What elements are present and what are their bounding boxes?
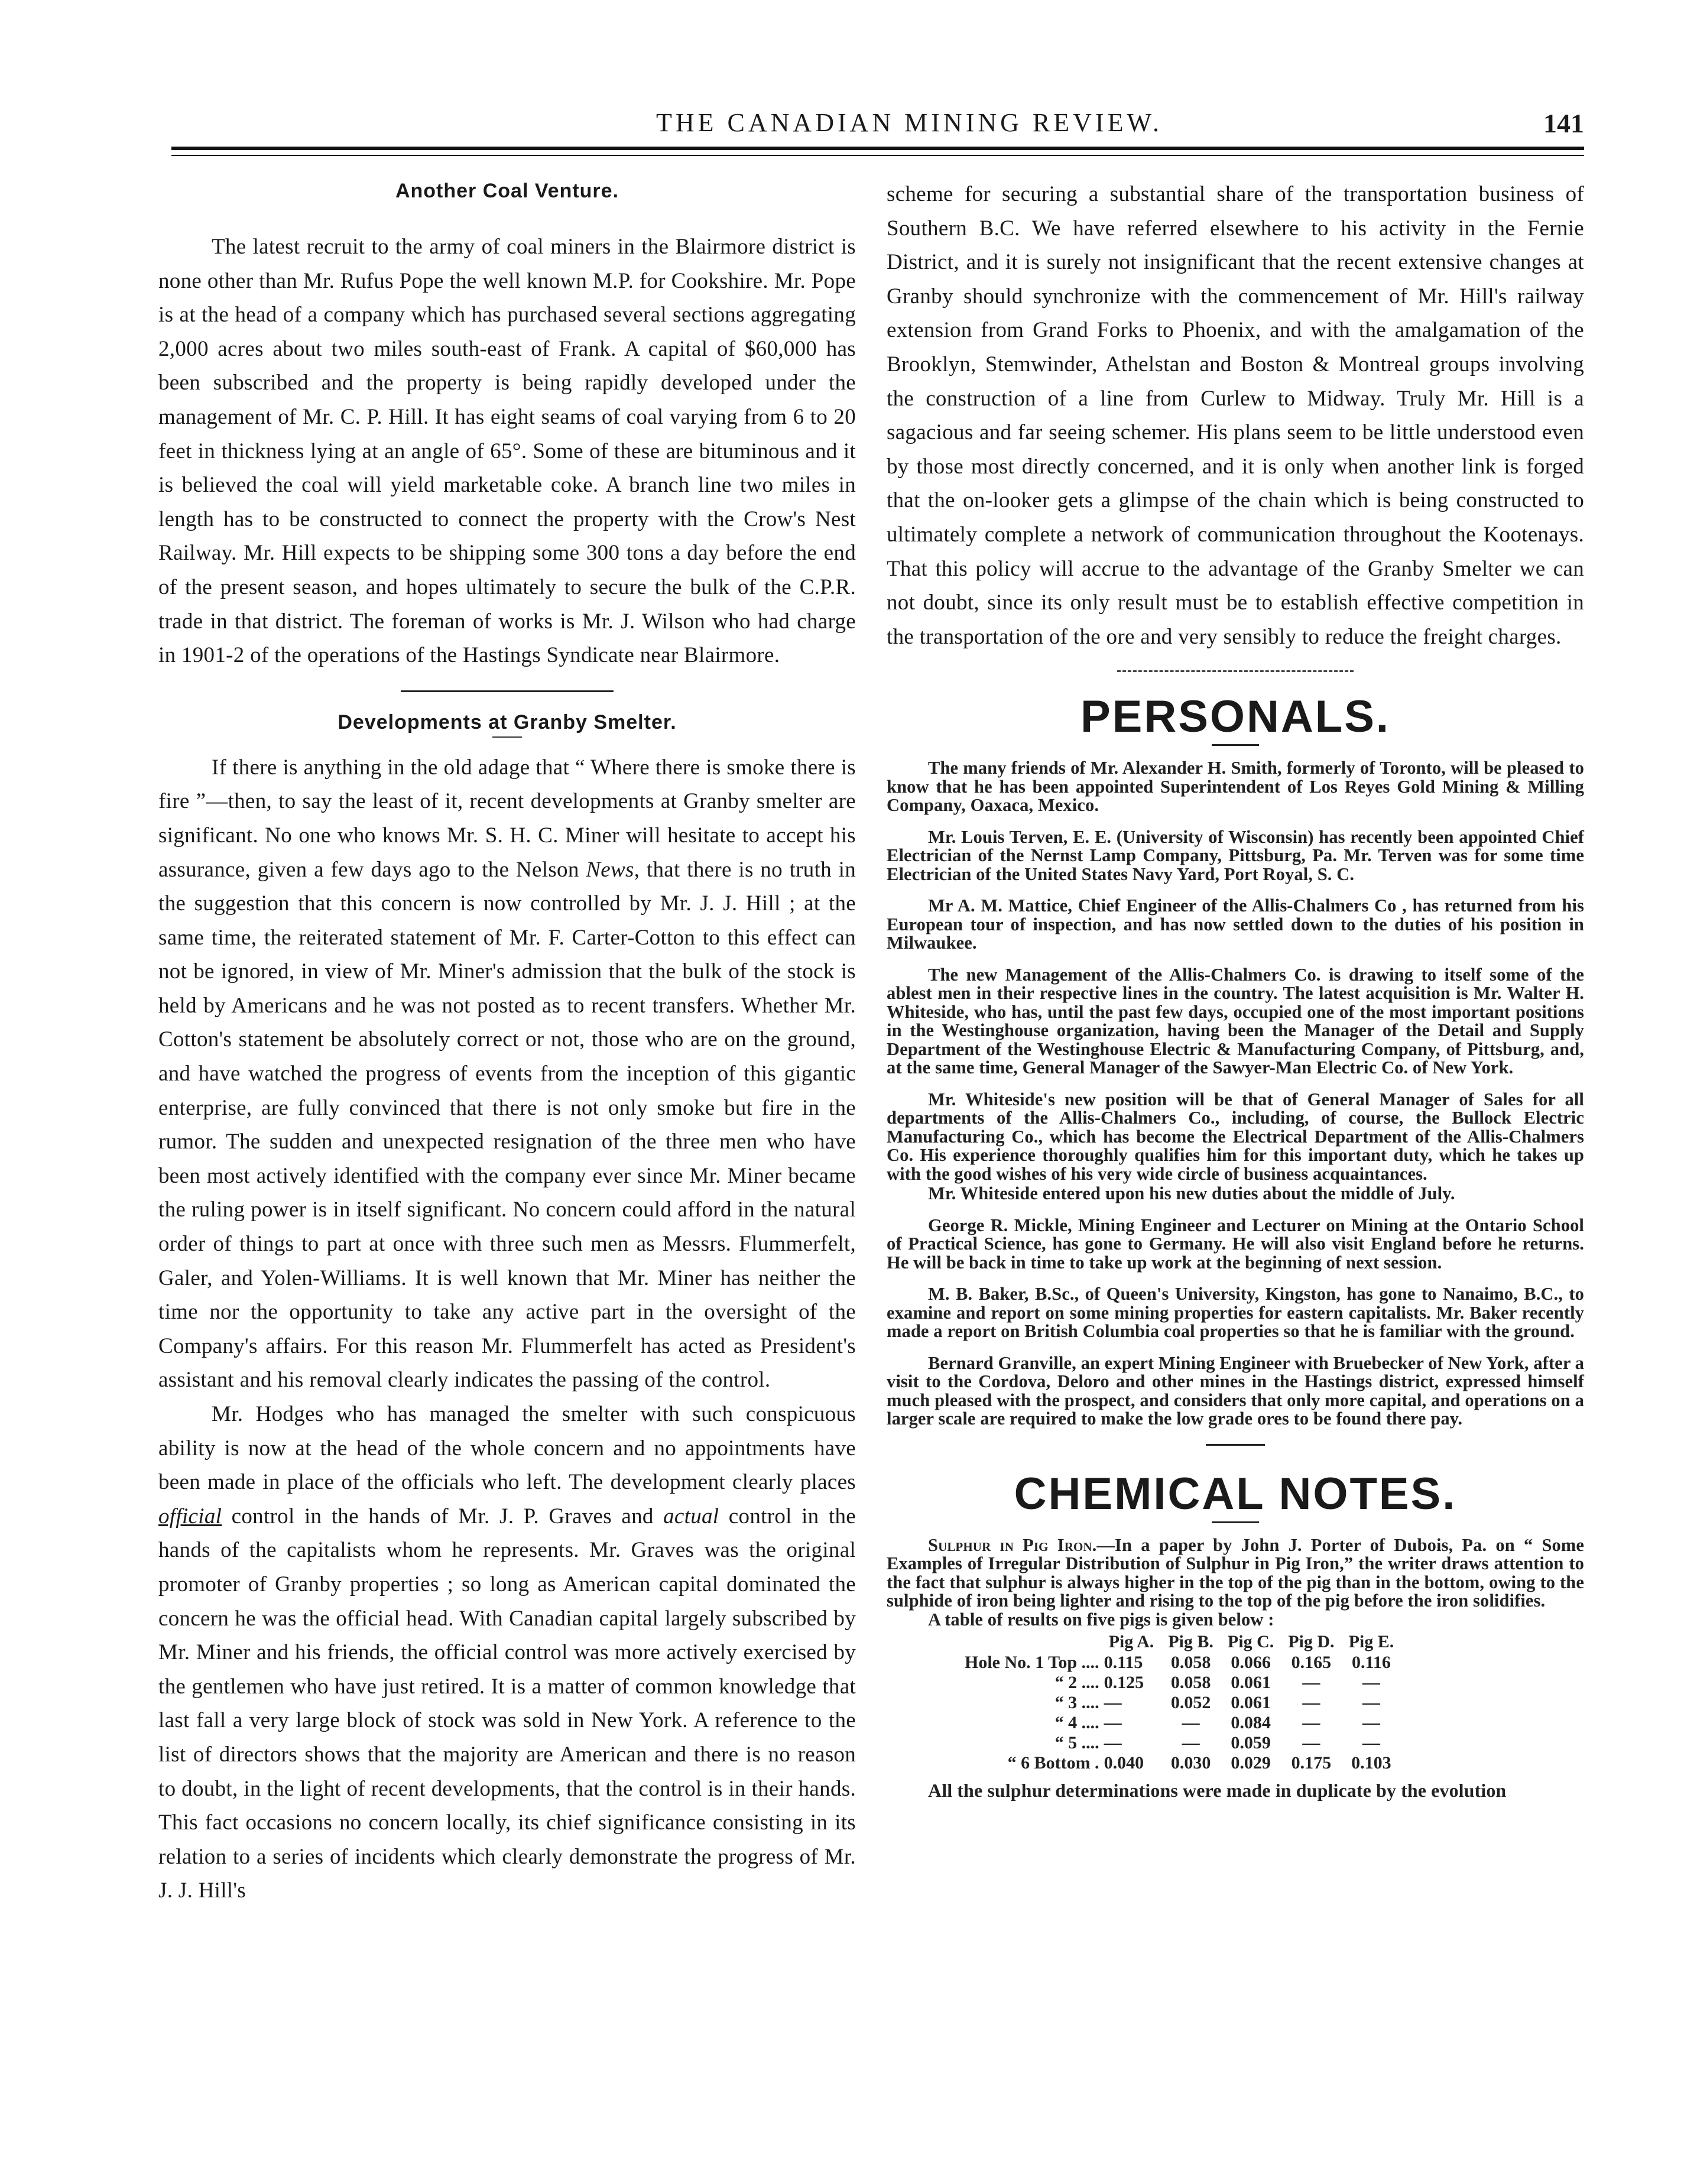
granby-paragraph-1 — [158, 751, 856, 1397]
table-header: Pig E. — [1348, 1632, 1394, 1652]
table-row — [958, 1713, 1401, 1733]
text-run: If there is anything in the old adage that “ Where there is smoke there is fire ”—then, to say the least of it, recent developments at Granby smelter are significant. No one who knows Mr. S. H. C. Miner will hesitate to accept his assurance, given a few days ago to the Nelson — [158, 755, 856, 882]
table-cell: 0.084 — [1231, 1713, 1271, 1733]
sulphur-table — [958, 1631, 1401, 1773]
text-run: —In a paper by John J. Porter of Dubois, Pa. on “ Some Examples of Irregular Distribution of Sulphur in Pig Iron,” the writer draws attention to the fact that sulphur is always higher in the top of the pig than in the bottom, owing to the sulphide of iron being lighter and rising to the top of the pig before the iron solidifies. — [887, 1534, 1585, 1611]
table-header-row — [958, 1631, 1401, 1653]
table-cell: 0.061 — [1231, 1693, 1271, 1713]
table-cell: 0.165 — [1291, 1653, 1332, 1673]
row-label: “ 6 Bottom . — [1007, 1753, 1099, 1773]
table-cell: 0.061 — [1231, 1673, 1271, 1693]
table-cell: — — [1302, 1733, 1320, 1753]
text-run: Mr. Hodges who has managed the smelter with such conspicuous ability is now at the head of the whole concern and no appointments have been made in place of the officials who left. The development clearly places — [158, 1402, 856, 1495]
table-row — [958, 1753, 1401, 1773]
table-intro: A table of results on five pigs is given below : — [928, 1609, 1274, 1630]
table-cell: 0.029 — [1231, 1753, 1271, 1773]
personal-item: Mr. Whiteside entered upon his new duties about the middle of July. — [928, 1183, 1455, 1204]
newspaper-name: News — [586, 857, 634, 882]
row-label: “ 5 .... — [1054, 1733, 1099, 1753]
table-header: Pig C. — [1227, 1632, 1274, 1652]
chemical-closing: All the sulphur determinations were made in duplicate by the evolution — [928, 1780, 1507, 1802]
table-cell: — — [1104, 1733, 1122, 1753]
table-header — [958, 1631, 1102, 1653]
emphasis-actual: actual — [663, 1504, 719, 1529]
right-column — [887, 177, 1584, 1813]
granby-heading: Developments at Granby Smelter. — [338, 710, 677, 734]
chemical-paragraph — [887, 1536, 1584, 1611]
section-divider — [1117, 670, 1354, 672]
table-cell: — — [1302, 1673, 1320, 1693]
table-cell: — — [1302, 1713, 1320, 1733]
table-header: Pig B. — [1168, 1632, 1213, 1652]
table-cell: 0.116 — [1351, 1653, 1391, 1673]
table-cell: 0.115 — [1104, 1653, 1143, 1673]
table-cell: — — [1362, 1713, 1380, 1733]
table-cell: — — [1362, 1693, 1380, 1713]
heading-rule — [492, 736, 522, 738]
coal-heading: Another Coal Venture. — [395, 180, 619, 202]
table-cell: 0.125 — [1104, 1673, 1144, 1693]
table-row — [958, 1693, 1401, 1713]
text-run: control in the hands of the capitalists whom he represents. Mr. Graves was the original promoter of Granby properties ; so long as American capital dominated the concern he was the official head. With Canadian capital largely subscribed by Mr. Miner and his friends, the official control was more actively exercised by the gentlemen who have just retired. It is a matter of common knowledge that last fall a very large block of stock was sold in New York. A reference to the list of directors shows that the majority are American and there is no reason to doubt, in the light of recent developments, that the control is in their hands. This fact occasions no concern locally, its chief significance consisting in its relation to a series of incidents which clearly demonstrate the progress of Mr. J. J. Hill's — [158, 1504, 856, 1903]
header-rule — [171, 147, 1584, 150]
run-in-title: Sulphur in Pig Iron. — [928, 1534, 1097, 1555]
row-label: “ 3 .... — [1054, 1693, 1099, 1713]
coal-paragraph: The latest recruit to the army of coal miners in the Blairmore district is none other than Mr. Rufus Pope the well known M.P. for Cookshire. Mr. Pope is at the head of a company which has purchased several sections aggregating 2,000 acres about two miles south-east of Frank. A capital of $60,000 has been subscribed and the property is being rapidly developed under the management of Mr. C. P. Hill. It has eight seams of coal varying from 6 to 20 feet in thickness lying at an angle of 65°. Some of these are bituminous and it is believed the coal will yield marketable coke. A branch line two miles in length has to be constructed to connect the property with the Crow's Nest Railway. Mr. Hill expects to be shipping some 300 tons a day before the end of the present season, and hopes ultimately to secure the bulk of the C.P.R. trade in that district. The foreman of works is Mr. J. Wilson who had charge in 1901-2 of the operations of the Hastings Syndicate near Blairmore. — [158, 235, 856, 668]
table-cell: — — [1104, 1713, 1122, 1733]
table-cell: 0.040 — [1104, 1753, 1144, 1773]
text-run: , that there is no truth in the suggestion that this concern is now controlled by Mr. J. J. Hill ; at the same time, the reiterated statement of Mr. F. Carter-Cotton to this effect can not be ignored, in view of Mr. Miner's admission that the bulk of the stock is held by Americans and he was not posted as to recent transfers. Whether Mr. Cotton's statement be absolutely correct or not, those who are on the ground, and have watched the progress of events from the inception of this gigantic enterprise, are fully convinced that there is not only smoke but fire in the rumor. The sudden and unexpected resignation of the three men who have been most actively identified with the company ever since Mr. Miner became the ruling power is in itself significant. No concern could afford in the natural order of things to part at once with three such men as Messrs. Flummerfelt, Galer, and Yolen-Williams. It is well known that Mr. Miner has neither the time nor the opportunity to take any active part in the oversight of the Company's affairs. For this reason Mr. Flummerfelt has acted as President's assistant and his removal clearly indicates the passing of the control. — [158, 857, 856, 1393]
running-header — [171, 108, 1584, 143]
table-cell: 0.103 — [1351, 1753, 1391, 1773]
table-cell: 0.052 — [1170, 1693, 1211, 1713]
personal-item: George R. Mickle, Mining Engineer and Lecturer on Mining at the Ontario School of Practical Science, has gone to Germany. He will also visit England before he returns. He will be back in time to take up work at the beginning of next session. — [887, 1215, 1584, 1273]
table-cell: — — [1182, 1733, 1200, 1753]
row-label: “ 2 .... — [1054, 1673, 1099, 1693]
granby-paragraph-3: scheme for securing a substantial share of the transportation business of Southern B.C. We have referred elsewhere to his activity in the Fernie District, and it is surely not insignificant that the recent extensive changes at Granby should synchronize with the commencement of Mr. Hill's railway extension from Grand Forks to Phoenix, and with the amalgamation of the Brooklyn, Stemwinder, Athelstan and Boston & Montreal groups involving the construction of a line from Curlew to Midway. Truly Mr. Hill is a sagacious and far seeing schemer. His plans seem to be little understood even by those most directly concerned, and it is only when another link is forged that the on-looker gets a glimpse of the chain which is being constructed to ultimately complete a network of communication throughout the Kootenays. That this policy will accrue to the advantage of the Granby Smelter we can not doubt, since its only result must be to establish effective competition in the transportation of the ore and very sensibly to reduce the freight charges. — [887, 182, 1584, 649]
table-cell: — — [1182, 1713, 1200, 1733]
personal-item: Mr. Whiteside's new position will be that of General Manager of Sales for all departments of the Allis-Chalmers Co., including, of course, the Bullock Electric Manufacturing Co., which has become the Electrical Department of the Allis-Chalmers Co. His experience thoroughly qualifies him for this important duty, which he takes up with the good wishes of his very wide circle of business acquaintances. — [887, 1089, 1584, 1184]
personal-item: M. B. Baker, B.Sc., of Queen's University, Kingston, has gone to Nanaimo, B.C., to examine and report on some mining properties for eastern capitalists. Mr. Baker recently made a report on British Columbia coal properties so that he is familiar with the ground. — [887, 1284, 1584, 1342]
personal-item: Mr. Louis Terven, E. E. (University of Wisconsin) has recently been appointed Chief Electrician of the Nernst Lamp Company, Pittsburg, Pa. Mr. Terven was for some time Electrician of the United States Navy Yard, Port Royal, S. C. — [887, 826, 1584, 884]
emphasis-official: official — [158, 1504, 222, 1529]
table-cell: 0.059 — [1231, 1733, 1271, 1753]
table-cell: — — [1362, 1733, 1380, 1753]
heading-rule — [1212, 1521, 1259, 1523]
table-row — [958, 1653, 1401, 1673]
table-cell: — — [1362, 1673, 1380, 1693]
table-row — [958, 1733, 1401, 1753]
header-rule-thin — [171, 155, 1584, 156]
table-cell: — — [1302, 1693, 1320, 1713]
row-label: “ 4 .... — [1054, 1713, 1099, 1733]
table-cell: 0.066 — [1231, 1653, 1271, 1673]
personals-heading: PERSONALS. — [1080, 692, 1391, 742]
personal-item: The new Management of the Allis-Chalmers Co. is drawing to itself some of the ablest men in their respective lines in the country. The latest acquisition is Mr. Walter H. Whiteside, who has, until the past few days, occupied one of the most important positions in the Westinghouse organization, having been the Manager of the Detail and Supply Department of the Westinghouse Electric & Manufacturing Company, of Pittsburg, and, at the same time, General Manager of the Sawyer-Man Electric Co. of New York. — [887, 964, 1584, 1078]
text-run: control in the hands of Mr. J. P. Graves and — [222, 1504, 664, 1529]
table-cell: 0.175 — [1291, 1753, 1332, 1773]
row-label: Hole No. 1 Top .... — [965, 1653, 1099, 1673]
page-number: 141 — [1543, 108, 1584, 138]
journal-title: THE CANADIAN MINING REVIEW. — [656, 108, 1163, 137]
table-cell: 0.030 — [1170, 1753, 1211, 1773]
table-header: Pig D. — [1288, 1632, 1335, 1652]
left-column — [158, 177, 856, 1908]
section-divider — [401, 690, 614, 692]
table-row — [958, 1673, 1401, 1693]
granby-paragraph-2 — [158, 1397, 856, 1908]
section-divider — [1206, 1444, 1265, 1446]
personal-item: Bernard Granville, an expert Mining Engineer with Bruebecker of New York, after a visit to the Cordova, Deloro and other mines in the Hastings district, expressed himself much pleased with the prospect, and considers that only more capital, and operations on a larger scale are required to make the low grade ores to be found there pay. — [887, 1352, 1584, 1429]
personal-item: Mr A. M. Mattice, Chief Engineer of the Allis-Chalmers Co , has returned from his European tour of inspection, and has now settled down to the duties of his position in Milwaukee. — [887, 895, 1584, 953]
table-header: Pig A. — [1108, 1632, 1154, 1652]
chemical-heading: CHEMICAL NOTES. — [1014, 1468, 1457, 1519]
heading-rule — [1212, 744, 1259, 746]
table-cell: 0.058 — [1170, 1653, 1211, 1673]
table-cell: — — [1104, 1693, 1122, 1713]
personal-item: The many friends of Mr. Alexander H. Smith, formerly of Toronto, will be pleased to know that he has been appointed Superintendent of Los Reyes Gold Mining & Milling Company, Oaxaca, Mexico. — [887, 758, 1584, 816]
table-cell: 0.058 — [1170, 1673, 1211, 1693]
